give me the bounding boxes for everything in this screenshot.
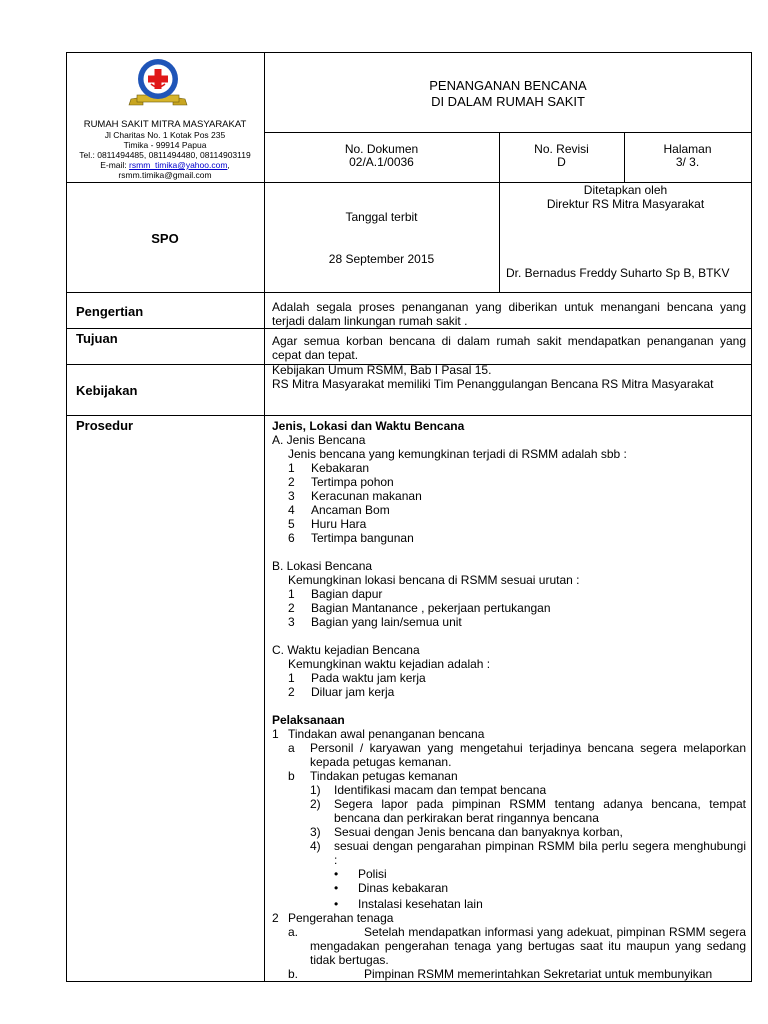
list-letter: b xyxy=(288,769,295,783)
border-left xyxy=(66,52,67,982)
list-text: Sesuai dengan Jenis bencana dan banyaknya korban, xyxy=(334,825,623,839)
step-2b-text: Pimpinan RSMM memerintahkan Sekretariat untuk membunyikan xyxy=(364,967,713,981)
section-a-title: A. Jenis Bencana xyxy=(272,433,366,447)
page-value: 3/ 3. xyxy=(675,155,700,169)
prosedur-heading: Jenis, Lokasi dan Waktu Bencana xyxy=(272,419,465,433)
list-letter: a. xyxy=(288,925,299,939)
section-c-intro: Kemungkinan waktu kejadian adalah : xyxy=(288,657,491,671)
list-item xyxy=(288,475,394,489)
list-item xyxy=(288,531,414,545)
list-text: Bagian Mantanance , pekerjaan pertukangan xyxy=(311,601,551,615)
list-number: 3 xyxy=(288,489,295,503)
kebijakan-label: Kebijakan xyxy=(76,383,138,398)
email-link-yahoo[interactable]: rsmm_timika@yahoo.com xyxy=(129,160,228,170)
bullet-item xyxy=(334,897,483,911)
hospital-address-2: Timika - 99914 Papua xyxy=(123,140,207,150)
issue-date-label: Tanggal terbit xyxy=(345,210,418,224)
step-1a-text: Personil / karyawan yang mengetahui terjadinya bencana segera melaporkan kepada petugas kemanan. xyxy=(310,741,746,769)
list-text: Segera lapor pada pimpinan RSMM tentang adanya bencana, tempat bencana dan perkirakan berat ringannya bencana xyxy=(334,797,746,825)
hospital-email-line xyxy=(66,160,264,170)
sop-document xyxy=(66,52,752,982)
list-number: 1 xyxy=(288,671,295,685)
page-label: Halaman xyxy=(663,142,712,156)
email-separator: , xyxy=(227,160,230,170)
bullet-icon: • xyxy=(334,881,339,895)
doc-number-label: No. Dokumen xyxy=(344,142,419,156)
list-item xyxy=(288,685,394,699)
revision-value: D xyxy=(557,155,566,169)
document-title-line-1: PENANGANAN BENCANA xyxy=(429,78,587,93)
section-c-title: C. Waktu kejadian Bencana xyxy=(272,643,420,657)
list-letter: a xyxy=(288,741,295,755)
list-number: 2 xyxy=(288,685,295,699)
list-text: Bagian dapur xyxy=(311,587,383,601)
list-number: 2 xyxy=(288,475,295,489)
list-item xyxy=(272,911,393,925)
list-number: 3 xyxy=(288,615,295,629)
prosedur-label: Prosedur xyxy=(76,418,134,433)
list-item xyxy=(288,461,369,475)
divider-spo xyxy=(66,292,752,293)
list-item xyxy=(288,517,366,531)
hospital-address-1: Jl Charitas No. 1 Kotak Pos 235 xyxy=(104,130,226,140)
list-number: 2) xyxy=(310,797,321,811)
kebijakan-line-1: Kebijakan Umum RSMM, Bab I Pasal 15. xyxy=(272,363,492,377)
bullet-icon: • xyxy=(334,897,339,911)
list-number: 1) xyxy=(310,783,321,797)
list-item xyxy=(288,671,426,685)
list-text: Identifikasi macam dan tempat bencana xyxy=(334,783,547,797)
border-top xyxy=(66,52,752,53)
list-number: 5 xyxy=(288,517,295,531)
list-text: Ancaman Bom xyxy=(311,503,390,517)
divider-label-column xyxy=(264,52,265,982)
list-number: 6 xyxy=(288,531,295,545)
bullet-text: Polisi xyxy=(358,867,387,881)
section-b-title: B. Lokasi Bencana xyxy=(272,559,373,573)
list-text: Tertimpa bangunan xyxy=(311,531,414,545)
section-b-intro: Kemungkinan lokasi bencana di RSMM sesuai urutan : xyxy=(288,573,580,587)
list-item xyxy=(272,727,484,741)
revision-label: No. Revisi xyxy=(534,142,589,156)
list-number: 2 xyxy=(272,911,279,925)
spo-label: SPO xyxy=(151,231,179,246)
pengertian-label: Pengertian xyxy=(76,304,144,319)
list-number: 1 xyxy=(272,727,279,741)
list-item xyxy=(288,503,390,517)
kebijakan-line-2: RS Mitra Masyarakat memiliki Tim Penanggulangan Bencana RS Mitra Masyarakat xyxy=(272,377,714,391)
bullet-item xyxy=(334,867,387,881)
set-by-label: Ditetapkan oleh xyxy=(583,183,668,197)
issue-date-value: 28 September 2015 xyxy=(328,252,435,266)
hospital-phone: Tel.: 0811494485, 0811494480, 08114903119 xyxy=(79,150,251,160)
signer-name: Dr. Bernadus Freddy Suharto Sp B, BTKV xyxy=(506,266,730,280)
list-text: Pada waktu jam kerja xyxy=(311,671,426,685)
list-letter: b. xyxy=(288,967,299,981)
list-text: sesuai dengan pengarahan pimpinan RSMM bila perlu segera menghubungi : xyxy=(334,839,746,867)
list-text: Diluar jam kerja xyxy=(311,685,395,699)
bullet-icon: • xyxy=(334,867,339,881)
list-item xyxy=(288,615,462,629)
list-item xyxy=(288,587,382,601)
list-text: Tertimpa pohon xyxy=(311,475,394,489)
bullet-item xyxy=(334,881,448,895)
set-by-title: Direktur RS Mitra Masyarakat xyxy=(546,197,705,211)
section-a-intro: Jenis bencana yang kemungkinan terjadi di RSMM adalah sbb : xyxy=(288,447,627,461)
bullet-text: Dinas kebakaran xyxy=(358,881,449,895)
tujuan-label: Tujuan xyxy=(76,331,118,346)
list-number: 4) xyxy=(310,839,321,853)
list-number: 1 xyxy=(288,461,295,475)
list-item xyxy=(288,601,551,615)
list-number: 4 xyxy=(288,503,295,517)
email-label: E-mail: xyxy=(100,160,130,170)
tujuan-text: Agar semua korban bencana di dalam rumah sakit mendapatkan penanganan yang cepat dan tepat. xyxy=(272,334,746,362)
list-number: 1 xyxy=(288,587,295,601)
list-text: Bagian yang lain/semua unit xyxy=(311,615,462,629)
list-text: Keracunan makanan xyxy=(311,489,422,503)
email-gmail: rsmm.timika@gmail.com xyxy=(118,170,212,180)
step-1b-text: Tindakan petugas kemanan xyxy=(310,769,458,783)
pelaksanaan-heading: Pelaksanaan xyxy=(272,713,345,727)
list-number: 3) xyxy=(310,825,321,839)
pengertian-text: Adalah segala proses penanganan yang diberikan untuk menangani bencana yang terjadi dalam linkungan rumah sakit . xyxy=(272,300,746,328)
list-item xyxy=(288,489,422,503)
divider-title xyxy=(264,132,752,133)
divider-pengertian xyxy=(66,328,752,329)
list-text: Tindakan awal penanganan bencana xyxy=(288,727,485,741)
border-bottom xyxy=(66,981,752,982)
hospital-name: RUMAH SAKIT MITRA MASYARAKAT xyxy=(83,119,247,130)
hospital-logo xyxy=(123,57,193,107)
divider-kebijakan xyxy=(66,415,752,416)
bullet-text: Instalasi kesehatan lain xyxy=(358,897,483,911)
list-text: Pengerahan tenaga xyxy=(288,911,394,925)
list-number: 2 xyxy=(288,601,295,615)
doc-number-value: 02/A.1/0036 xyxy=(349,155,414,169)
list-text: Huru Hara xyxy=(311,517,367,531)
document-title-line-2: DI DALAM RUMAH SAKIT xyxy=(431,94,585,109)
step-2a-text: Setelah mendapatkan informasi yang adekuat, pimpinan RSMM segera mengadakan pengerahan tenaga yang bertugas saat itu maupun yang sedang tidak bertugas. xyxy=(310,925,746,967)
list-text: Kebakaran xyxy=(311,461,370,475)
